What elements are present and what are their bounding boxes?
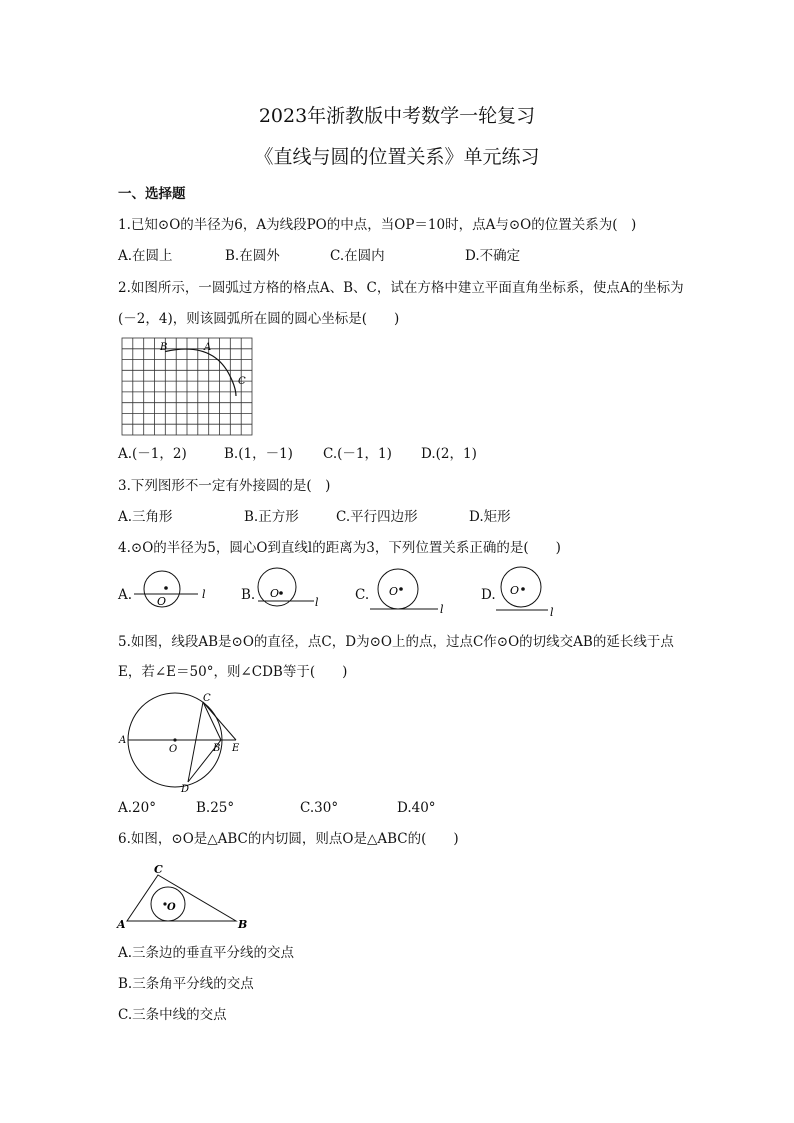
label-d: D — [181, 784, 190, 795]
q5-option-c: C.30° — [300, 800, 339, 816]
label-b: B — [238, 918, 248, 931]
q1-option-b: B.在圆外 — [225, 248, 280, 264]
q4-option-c: C. — [355, 587, 370, 603]
question-2-stem-line-1: 2.如图所示，一圆弧过方格的格点A、B、C，试在方格中建立平面直角坐标系，使点A的坐标为 — [118, 280, 684, 296]
label-e: E — [232, 743, 240, 754]
section-heading: 一、选择题 — [118, 186, 186, 202]
label-l: l — [550, 606, 554, 619]
label-c: C — [154, 863, 163, 876]
q3-option-c: C.平行四边形 — [336, 509, 418, 525]
q5-option-d: D.40° — [397, 800, 436, 816]
q3-option-b: B.正方形 — [244, 509, 299, 525]
question-1-stem: 1.已知⊙O的半径为6，A为线段PO的中点，当OP＝10时，点A与⊙O的位置关系为( ) — [118, 217, 637, 233]
label-b: B — [160, 342, 168, 353]
q5-option-b: B.25° — [196, 800, 235, 816]
title-line-2: 《直线与圆的位置关系》单元练习 — [254, 146, 540, 168]
q2-option-c: C.(－1，1) — [323, 446, 392, 462]
q4-option-a: A. — [118, 587, 133, 603]
q4-figure-c — [366, 568, 448, 614]
q6-option-c: C.三条中线的交点 — [118, 1007, 227, 1023]
label-a: A — [117, 918, 126, 931]
label-o: O — [157, 595, 167, 608]
incircle-triangle-figure — [114, 860, 264, 930]
label-b: B — [213, 743, 221, 754]
question-3-stem: 3.下列图形不一定有外接圆的是( ) — [118, 478, 331, 494]
title-line-1: 2023年浙教版中考数学一轮复习 — [258, 105, 536, 127]
label-l: l — [315, 596, 319, 609]
q2-option-a: A.(－1，2) — [118, 446, 187, 462]
question-2-stem-line-2: (－2，4)，则该圆弧所在圆的圆心坐标是( ) — [118, 311, 400, 327]
label-o: O — [167, 902, 176, 913]
q4-figure-d — [494, 564, 564, 618]
question-5-stem-line-2: E，若∠E＝50°，则∠CDB等于( ) — [118, 664, 348, 680]
label-c: C — [203, 693, 211, 704]
q6-option-a: A.三条边的垂直平分线的交点 — [118, 945, 295, 961]
q1-option-d: D.不确定 — [465, 248, 521, 264]
grid-arc-figure — [118, 336, 258, 438]
circle-tangent-figure — [118, 692, 248, 794]
label-a: A — [119, 735, 127, 746]
question-5-stem-line-1: 5.如图，线段AB是⊙O的直径，点C，D为⊙O上的点，过点C作⊙O的切线交AB的延长线于点 — [118, 634, 674, 650]
q3-option-a: A.三角形 — [118, 509, 173, 525]
q1-option-c: C.在圆内 — [330, 248, 385, 264]
q2-option-b: B.(1，－1) — [224, 446, 293, 462]
q4-option-d: D. — [481, 587, 496, 603]
label-o: O — [510, 584, 520, 597]
q2-option-d: D.(2，1) — [421, 446, 477, 462]
q1-option-a: A.在圆上 — [118, 248, 173, 264]
q4-figure-a — [130, 568, 212, 614]
q3-option-d: D.矩形 — [469, 509, 511, 525]
label-l: l — [202, 588, 206, 601]
q5-option-a: A.20° — [118, 800, 156, 816]
q6-option-b: B.三条角平分线的交点 — [118, 976, 254, 992]
question-4-stem: 4.⊙O的半径为5，圆心O到直线l的距离为3，下列位置关系正确的是( ) — [118, 540, 561, 556]
label-c: C — [238, 376, 246, 387]
label-l: l — [440, 603, 444, 616]
q4-option-b: B. — [241, 587, 256, 603]
label-o: O — [389, 585, 399, 598]
q4-figure-b — [254, 566, 326, 612]
question-6-stem: 6.如图，⊙O是△ABC的内切圆，则点O是△ABC的( ) — [118, 831, 459, 847]
label-o: O — [169, 744, 178, 755]
label-a: A — [204, 342, 212, 353]
label-o: O — [270, 587, 280, 600]
